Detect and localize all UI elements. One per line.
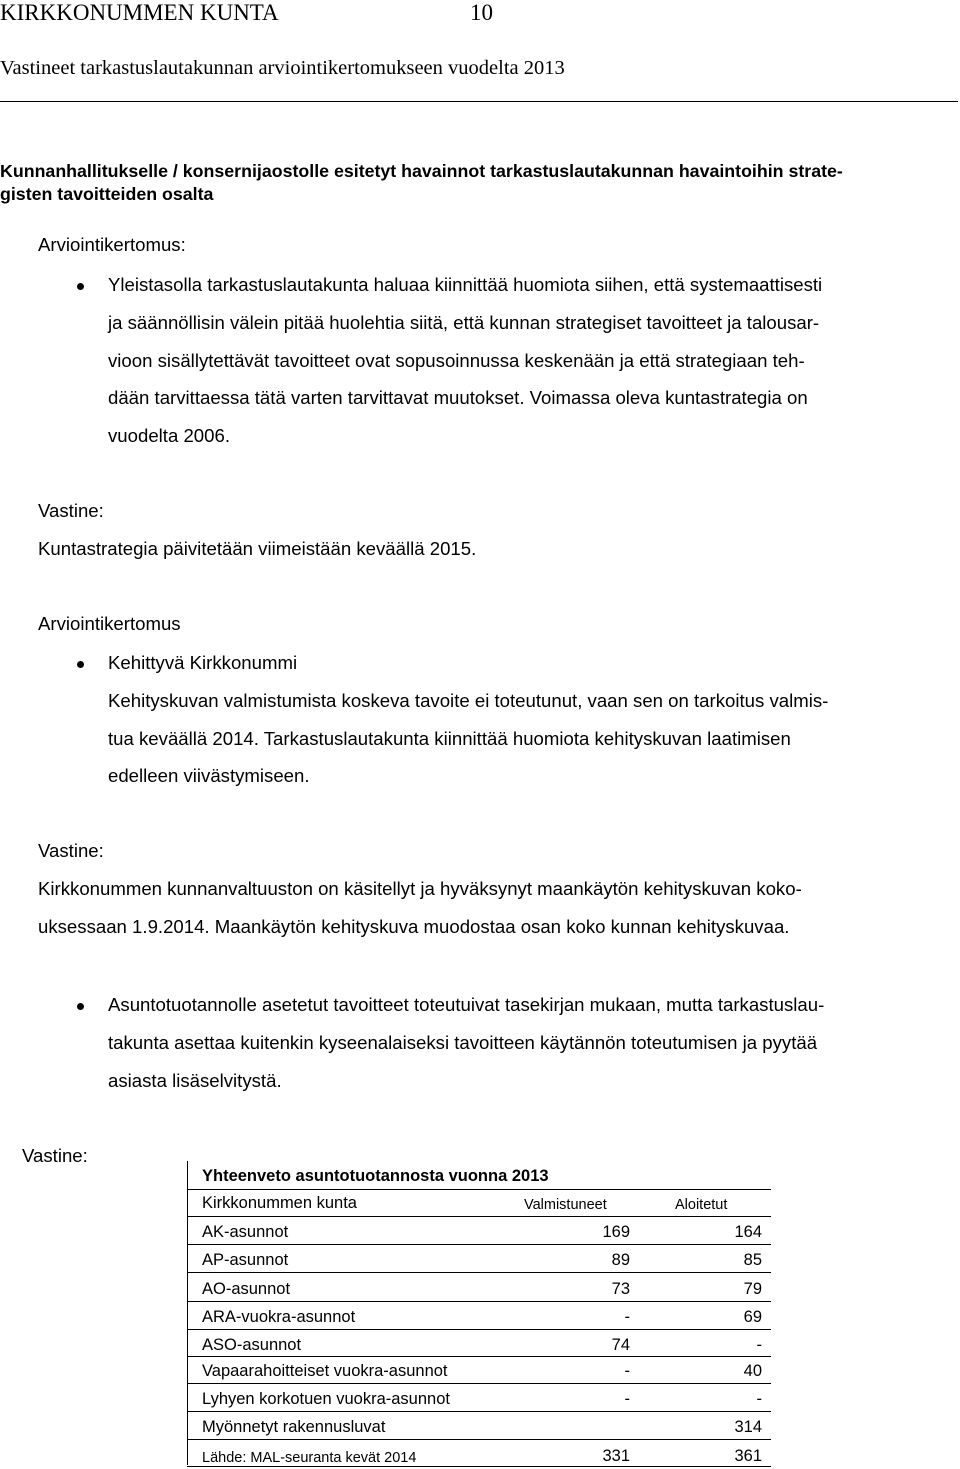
- table-cell-completed: -: [624, 1390, 630, 1408]
- bullet-dot: [77, 661, 84, 668]
- table-rule: [187, 1383, 771, 1384]
- table-cell-name: Myönnetyt rakennusluvat: [202, 1418, 386, 1436]
- block3-line-3: asiasta lisäselvitystä.: [108, 1070, 282, 1091]
- table-left-border: [187, 1161, 188, 1465]
- table-cell-started: -: [756, 1390, 762, 1408]
- block1-line-2: ja säännöllisin välein pitää huolehtia siitä, että kunnan strategiset tavoitteet ja talousar-: [108, 312, 820, 333]
- header-subtitle: Vastineet tarkastuslautakunnan arviointikertomukseen vuodelta 2013: [0, 57, 565, 79]
- block1-response-label: Vastine:: [38, 500, 104, 521]
- table-rule: [187, 1272, 771, 1273]
- table-cell-started: 69: [743, 1308, 762, 1326]
- block3-line-2: takunta asettaa kuitenkin kyseenalaiseksi tavoitteen käytännön toteutumisen ja pyytää: [108, 1032, 818, 1053]
- block1-response: Kuntastrategia päivitetään viimeistään keväällä 2015.: [38, 538, 477, 559]
- table-cell-name: ASO-asunnot: [202, 1336, 302, 1354]
- table-source: Lähde: MAL-seuranta kevät 2014: [202, 1450, 417, 1466]
- block2-response-line-1: Kirkkonummen kunnanvaltuuston on käsitellyt ja hyväksynyt maankäytön kehityskuvan koko-: [38, 878, 802, 899]
- table-cell-name: AO-asunnot: [202, 1280, 291, 1298]
- table-cell-completed: 73: [611, 1280, 630, 1298]
- table-cell-started: 85: [743, 1251, 762, 1269]
- block2-response-line-2: uksessaan 1.9.2014. Maankäytön kehityskuva muodostaa osan koko kunnan kehityskuvaa.: [38, 916, 790, 937]
- section-heading-line-2: gisten tavoitteiden osalta: [0, 184, 214, 204]
- table-cell-name: AK-asunnot: [202, 1223, 289, 1241]
- table-rule: [187, 1466, 771, 1467]
- table-cell-name: Vapaarahoitteiset vuokra-asunnot: [202, 1362, 448, 1380]
- table-header-started: Aloitetut: [675, 1197, 728, 1213]
- block2-label: Arviointikertomus: [38, 613, 181, 634]
- table-cell-completed: 169: [602, 1223, 630, 1241]
- table-rule: [187, 1244, 771, 1245]
- table-cell-completed: -: [624, 1362, 630, 1380]
- table-title: Yhteenveto asuntotuotannosta vuonna 2013: [202, 1167, 549, 1185]
- table-cell-completed: 89: [611, 1251, 630, 1269]
- table-total-started: 361: [734, 1447, 762, 1465]
- table-cell-started: 164: [734, 1223, 762, 1241]
- table-cell-name: ARA-vuokra-asunnot: [202, 1308, 356, 1326]
- bullet-dot: [77, 283, 84, 290]
- block2-line-3: edelleen viivästymiseen.: [108, 765, 310, 786]
- table-cell-name: AP-asunnot: [202, 1251, 289, 1269]
- block1-line-4: dään tarvittaessa tätä varten tarvittavat muutokset. Voimassa oleva kuntastrategia on: [108, 387, 808, 408]
- table-rule: [187, 1356, 771, 1357]
- table-total-completed: 331: [602, 1447, 630, 1465]
- table-rule: [187, 1216, 771, 1217]
- block2-line-2: tua keväällä 2014. Tarkastuslautakunta kiinnittää huomiota kehityskuvan laatimisen: [108, 728, 791, 749]
- block2-response-label: Vastine:: [38, 840, 104, 861]
- table-rule: [187, 1439, 771, 1440]
- table-cell-name: Lyhyen korkotuen vuokra-asunnot: [202, 1390, 450, 1408]
- table-cell-started: 314: [734, 1418, 762, 1436]
- table-rule: [187, 1301, 771, 1302]
- table-rule: [187, 1329, 771, 1330]
- table-cell-started: -: [756, 1336, 762, 1354]
- block1-line-3: vioon sisällytettävät tavoitteet ovat sopusoinnussa keskenään ja että strategiaan teh-: [108, 350, 805, 371]
- table-cell-started: 40: [743, 1362, 762, 1380]
- header-org: KIRKKONUMMEN KUNTA: [0, 0, 279, 25]
- table-header-completed: Valmistuneet: [524, 1197, 607, 1213]
- block2-bullet-title: Kehittyvä Kirkkonummi: [108, 652, 298, 673]
- table-cell-completed: 74: [611, 1336, 630, 1354]
- block3-response-label: Vastine:: [22, 1145, 88, 1166]
- table-header-name: Kirkkonummen kunta: [202, 1194, 357, 1212]
- block1-line-5: vuodelta 2006.: [108, 425, 230, 446]
- bullet-dot: [77, 1003, 84, 1010]
- table-cell-started: 79: [743, 1280, 762, 1298]
- table-cell-completed: -: [624, 1308, 630, 1326]
- page-number: 10: [470, 0, 493, 25]
- block2-line-1: Kehityskuvan valmistumista koskeva tavoite ei toteutunut, vaan sen on tarkoitus valmis-: [108, 690, 829, 711]
- block1-label: Arviointikertomus:: [38, 234, 186, 255]
- section-heading-line-1: Kunnanhallitukselle / konsernijaostolle esitetyt havainnot tarkastuslautakunnan havaintoihin strate-: [0, 161, 843, 181]
- header-rule: [0, 101, 958, 102]
- block3-line-1: Asuntotuotannolle asetetut tavoitteet toteutuivat tasekirjan mukaan, mutta tarkastuslau-: [108, 994, 825, 1015]
- table-rule: [187, 1411, 771, 1412]
- block1-line-1: Yleistasolla tarkastuslautakunta haluaa kiinnittää huomiota siihen, että systemaattisesti: [108, 274, 823, 295]
- table-rule: [187, 1189, 771, 1190]
